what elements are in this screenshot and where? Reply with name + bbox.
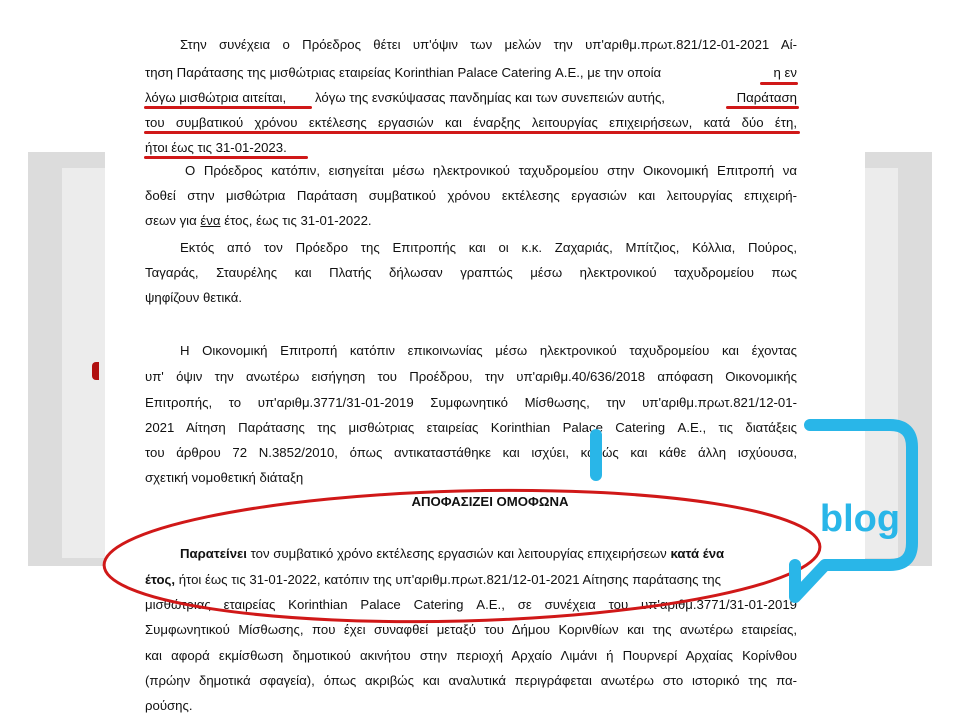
p1-highlight-d: του συμβατικού χρόνου εκτέλεσης εργασιών και έναρξης λειτουργίας επιχειρήσεων, κατά δύο έτη, [145, 115, 797, 130]
p5-line-3: μισθώτριας εταιρείας Korinthian Palace Catering Α.Ε., σε συνέχεια του υπ'αριθμ.3771/31-01-2019 [145, 597, 797, 612]
p5-line-7: ρούσης. [145, 698, 193, 713]
blog-logo [590, 415, 930, 615]
red-underline-2 [144, 106, 312, 109]
p2-line-2: δοθεί στην μισθώτρια Παράταση συμβατικού χρόνου εκτέλεσης εργασιών και λειτουργίας επιχειρή- [145, 188, 797, 203]
decision-heading: ΑΠΟΦΑΣΙΖΕΙ ΟΜΟΦΩΝΑ [411, 494, 569, 509]
p1-line-3 [145, 89, 797, 107]
p2-line-3 [145, 212, 797, 230]
p1-highlight-e: ήτοι έως τις 31-01-2023. [145, 140, 287, 155]
p2-line-3-a: σεων για [145, 213, 197, 228]
p2-line-3-b: έτος, έως τις 31-01-2022. [224, 213, 372, 228]
p3-line-2: Ταγαράς, Σταυρέλης και Πλατής δήλωσαν γραπτώς μέσω ηλεκτρονικού ταχυδρομείου πως [145, 265, 797, 280]
p1-line-2 [145, 64, 797, 82]
p2-underlined-word: ένα [200, 213, 221, 228]
p1-line-1: Στην συνέχεια ο Πρόεδρος θέτει υπ'όψιν των μελών την υπ'αριθμ.πρωτ.821/12-01-2021 Αί- [180, 37, 797, 52]
p5-line-5: και αφορά εκμίσθωση δημοτικού ακινήτου στην περιοχή Αρχαίο Λιμάνι ή Πουρνερί Αρχαίας Κορίνθου [145, 648, 797, 663]
red-underline-1 [760, 82, 798, 85]
p4-line-1: Η Οικονομική Επιτροπή κατόπιν επικοινωνίας μέσω ηλεκτρονικού ταχυδρομείου και έχοντας [180, 343, 797, 358]
p4-line-6: σχετική νομοθετική διάταξη [145, 470, 304, 485]
p3-line-3: ψηφίζουν θετικά. [145, 290, 243, 305]
p4-line-5: του άρθρου 72 Ν.3852/2010, όπως αντικαταστάθηκε και ισχύει, καθώς και κάθε άλλη ισχύουσα, [145, 445, 797, 460]
p5-bold-year: έτος, [145, 572, 176, 587]
p5-line-1-text: τον συμβατικό χρόνο εκτέλεσης εργασιών και λειτουργίας επιχειρήσεων [250, 546, 667, 561]
p4-line-3: Επιτροπής, το υπ'αριθμ.3771/31-01-2019 Συμφωνητικό Μίσθωσης, την υπ'αριθμ.πρωτ.821/12-01- [145, 395, 797, 410]
p1-highlight-c: Παράταση [736, 90, 797, 105]
p5-line-2-text: ήτοι έως τις 31-01-2022, κατόπιν της υπ'αριθμ.πρωτ.821/12-01-2021 Αίτησης παράτασης της [178, 572, 721, 587]
p1-line-2-text: τηση Παράτασης της μισθώτριας εταιρείας Korinthian Palace Catering Α.Ε., με την οποία [145, 65, 662, 80]
red-underline-5 [144, 156, 308, 159]
red-edge-mark [92, 362, 99, 380]
p4-line-4: 2021 Αίτηση Παράτασης της μισθώτριας εταιρείας Korinthian Palace Catering Α.Ε., τις διατάξεις [145, 420, 797, 435]
p5-line-4: Συμφωνητικού Μίσθωσης, που έχει συναφθεί μεταξύ του Δήμου Κορινθίων και της ανωτέρω εταιρείας, [145, 622, 797, 637]
p1-highlight-b: λόγω μισθώτρια αιτείται, [145, 90, 287, 105]
p5-line-6: (πρώην δημοτικά σφαγεία), όπως ακριβώς και αναλυτικά περιγράφεται ανωτέρω στο ιστορικό της πα- [145, 673, 797, 688]
p5-bold-period: κατά ένα [670, 546, 725, 561]
p4-line-2: υπ' όψιν την ανωτέρω εισήγηση του Προέδρου, την υπ'αριθμ.40/636/2018 απόφαση Οικονομικής [145, 369, 797, 384]
p5-bold-verb: Παρατείνει [180, 546, 247, 561]
red-underline-4 [144, 131, 800, 134]
logo-text: blog [819, 498, 901, 540]
p1-line-3-text: λόγω της ενσκύψασας πανδημίας και των συνεπειών αυτής, [315, 90, 665, 105]
p1-highlight-a: η εν [773, 65, 797, 80]
p2-line-1: Ο Πρόεδρος κατόπιν, εισηγείται μέσω ηλεκτρονικού ταχυδρομείου στην Οικονομική Επιτροπή να [185, 163, 797, 178]
red-underline-3 [726, 106, 799, 109]
p3-line-1: Εκτός από τον Πρόεδρο της Επιτροπής και οι κ.κ. Ζαχαριάς, Μπίτζιος, Κόλλια, Πούρος, [180, 240, 797, 255]
